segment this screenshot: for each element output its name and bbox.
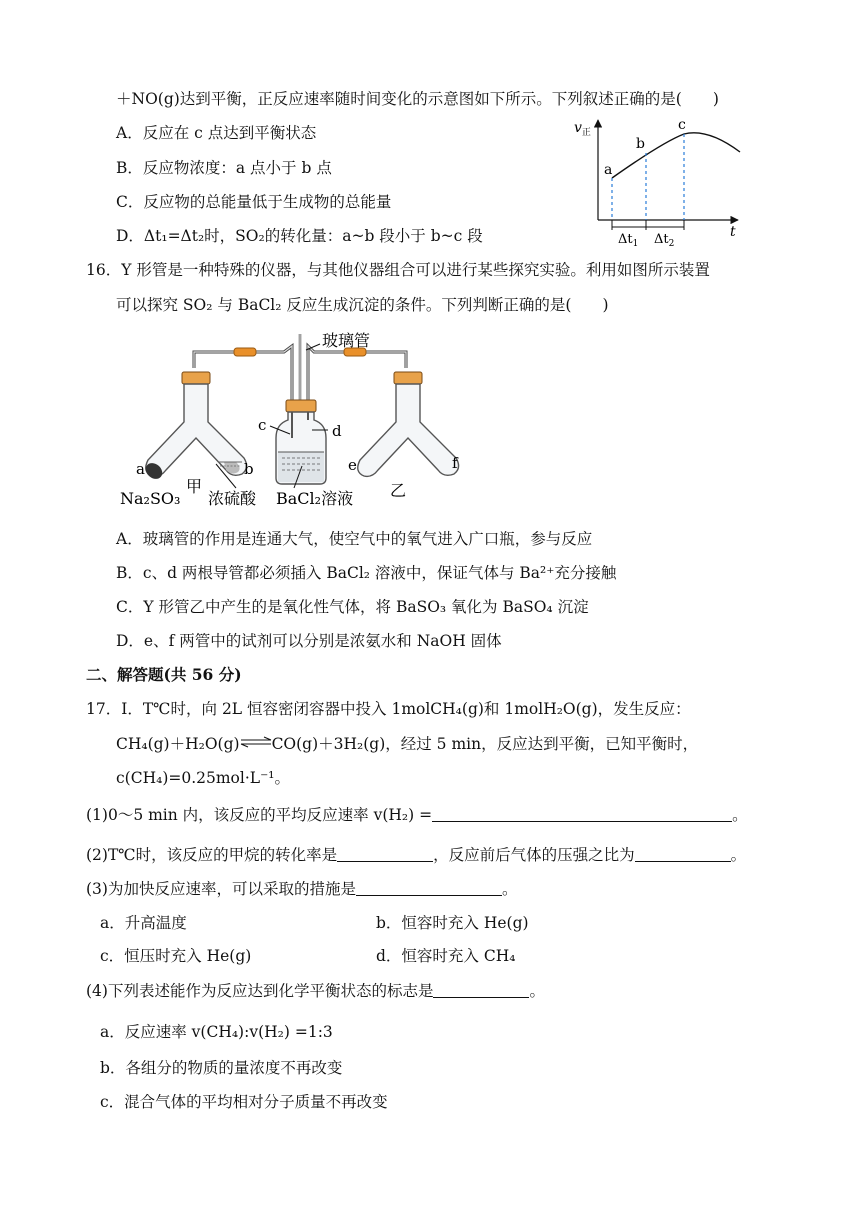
q17-p3-option-d: d．恒容时充入 CH₄ <box>376 947 516 965</box>
dt2-label: $\Delta t_2$ <box>654 232 675 249</box>
section-heading: 二、解答题(共 56 分) <box>86 665 242 684</box>
answer-blank-1[interactable] <box>432 805 732 822</box>
end-b-label: b <box>244 460 254 478</box>
q15-option-b: B．反应物浓度：a 点小于 b 点 <box>116 159 332 177</box>
yi-label: 乙 <box>390 481 407 500</box>
tube-d-label: d <box>332 422 342 440</box>
q16-option-b: B．c、d 两根导管都必须插入 BaCl₂ 溶液中，保证气体与 Ba²⁺充分接触 <box>116 564 617 582</box>
q17-part2: (2)T℃时，该反应的甲烷的转化率是 ，反应前后气体的压强之比为 。 <box>86 846 747 864</box>
tube-c-label: c <box>258 416 267 434</box>
q16-apparatus-figure <box>116 326 476 516</box>
point-c-label: c <box>678 117 686 133</box>
q16-stem-line1: 16．Y 形管是一种特殊的仪器，与其他仪器组合可以进行某些探究实验。利用如图所示装置 <box>86 261 710 279</box>
left-stopper <box>182 372 210 384</box>
end-e-label: e <box>348 456 357 474</box>
q15-option-c: C．反应物的总能量低于生成物的总能量 <box>116 193 392 211</box>
point-b-label: b <box>636 136 645 152</box>
q17-part1: (1)0～5 min 内，该反应的平均反应速率 v(H₂) = 。 <box>86 806 748 824</box>
q17-p4-option-a: a．反应速率 v(CH₄):v(H₂) =1:3 <box>100 1023 333 1041</box>
conc-acid-liquid <box>224 462 240 474</box>
q17-p4-option-b: b．各组分的物质的量浓度不再改变 <box>100 1059 343 1077</box>
q17-p4-option-c: c．混合气体的平均相对分子质量不再改变 <box>100 1093 388 1111</box>
end-a-label: a <box>136 460 145 478</box>
bacl2-solution <box>278 452 324 482</box>
answer-blank-3[interactable] <box>356 879 502 896</box>
right-stopper <box>394 372 422 384</box>
q15-option-d: D．Δt₁=Δt₂时，SO₂的转化量：a~b 段小于 b~c 段 <box>116 227 483 245</box>
answer-blank-2a[interactable] <box>337 845 433 862</box>
q17-p3-option-c: c．恒压时充入 He(g) <box>100 947 252 965</box>
point-a-label: a <box>604 162 613 178</box>
jia-label: 甲 <box>186 477 203 496</box>
q17-intro-line1: 17．I．T℃时，向 2L 恒容密闭容器中投入 1molCH₄(g)和 1molH₂O(g)，发生反应： <box>86 700 691 718</box>
bacl2-label: BaCl₂溶液 <box>276 489 354 508</box>
products: CO(g)＋3H₂(g)，经过 5 min，反应达到平衡，已知平衡时， <box>271 735 699 753</box>
y-tube-yi <box>358 384 459 476</box>
q17-part4: (4)下列表述能作为反应达到化学平衡状态的标志是 。 <box>86 982 545 1000</box>
q16-option-a: A．玻璃管的作用是连通大气，使空气中的氧气进入广口瓶，参与反应 <box>116 530 593 548</box>
rate-curve <box>612 133 740 178</box>
left-connector <box>234 348 256 356</box>
bottle-stopper <box>286 400 316 412</box>
q15-stem: ＋NO(g)达到平衡，正反应速率随时间变化的示意图如下所示。下列叙述正确的是( ) <box>116 90 719 108</box>
q16-stem-line2: 可以探究 SO₂ 与 BaCl₂ 反应生成沉淀的条件。下列判断正确的是( ) <box>116 296 609 314</box>
q16-option-d: D．e、f 两管中的试剂可以分别是浓氨水和 NaOH 固体 <box>116 632 502 650</box>
q17-p3-option-b: b．恒容时充入 He(g) <box>376 914 529 932</box>
answer-blank-2b[interactable] <box>635 845 731 862</box>
na2so3-label: Na₂SO₃ <box>120 489 181 508</box>
q17-part3: (3)为加快反应速率，可以采取的措施是 。 <box>86 880 518 898</box>
glass-tube-label: 玻璃管 <box>322 331 371 350</box>
y-axis-label: $v_正$ <box>574 120 591 138</box>
reactants: CH₄(g)＋H₂O(g) <box>116 735 240 753</box>
answer-blank-4[interactable] <box>433 981 529 998</box>
q17-reaction-line <box>116 733 698 755</box>
equilibrium-arrow-icon <box>240 736 272 748</box>
q15-option-a: A．反应在 c 点达到平衡状态 <box>116 124 317 142</box>
q17-p3-option-a: a．升高温度 <box>100 914 187 932</box>
q15-rate-graph <box>568 112 748 252</box>
end-f-label: f <box>452 454 458 472</box>
q17-intro-line3: c(CH₄)=0.25mol·L⁻¹。 <box>116 769 290 787</box>
dt1-label: $\Delta t_1$ <box>618 232 639 249</box>
x-axis-label: t <box>730 224 736 240</box>
q16-option-c: C．Y 形管乙中产生的是氧化性气体，将 BaSO₃ 氧化为 BaSO₄ 沉淀 <box>116 598 589 616</box>
conc-acid-label: 浓硫酸 <box>208 489 257 508</box>
